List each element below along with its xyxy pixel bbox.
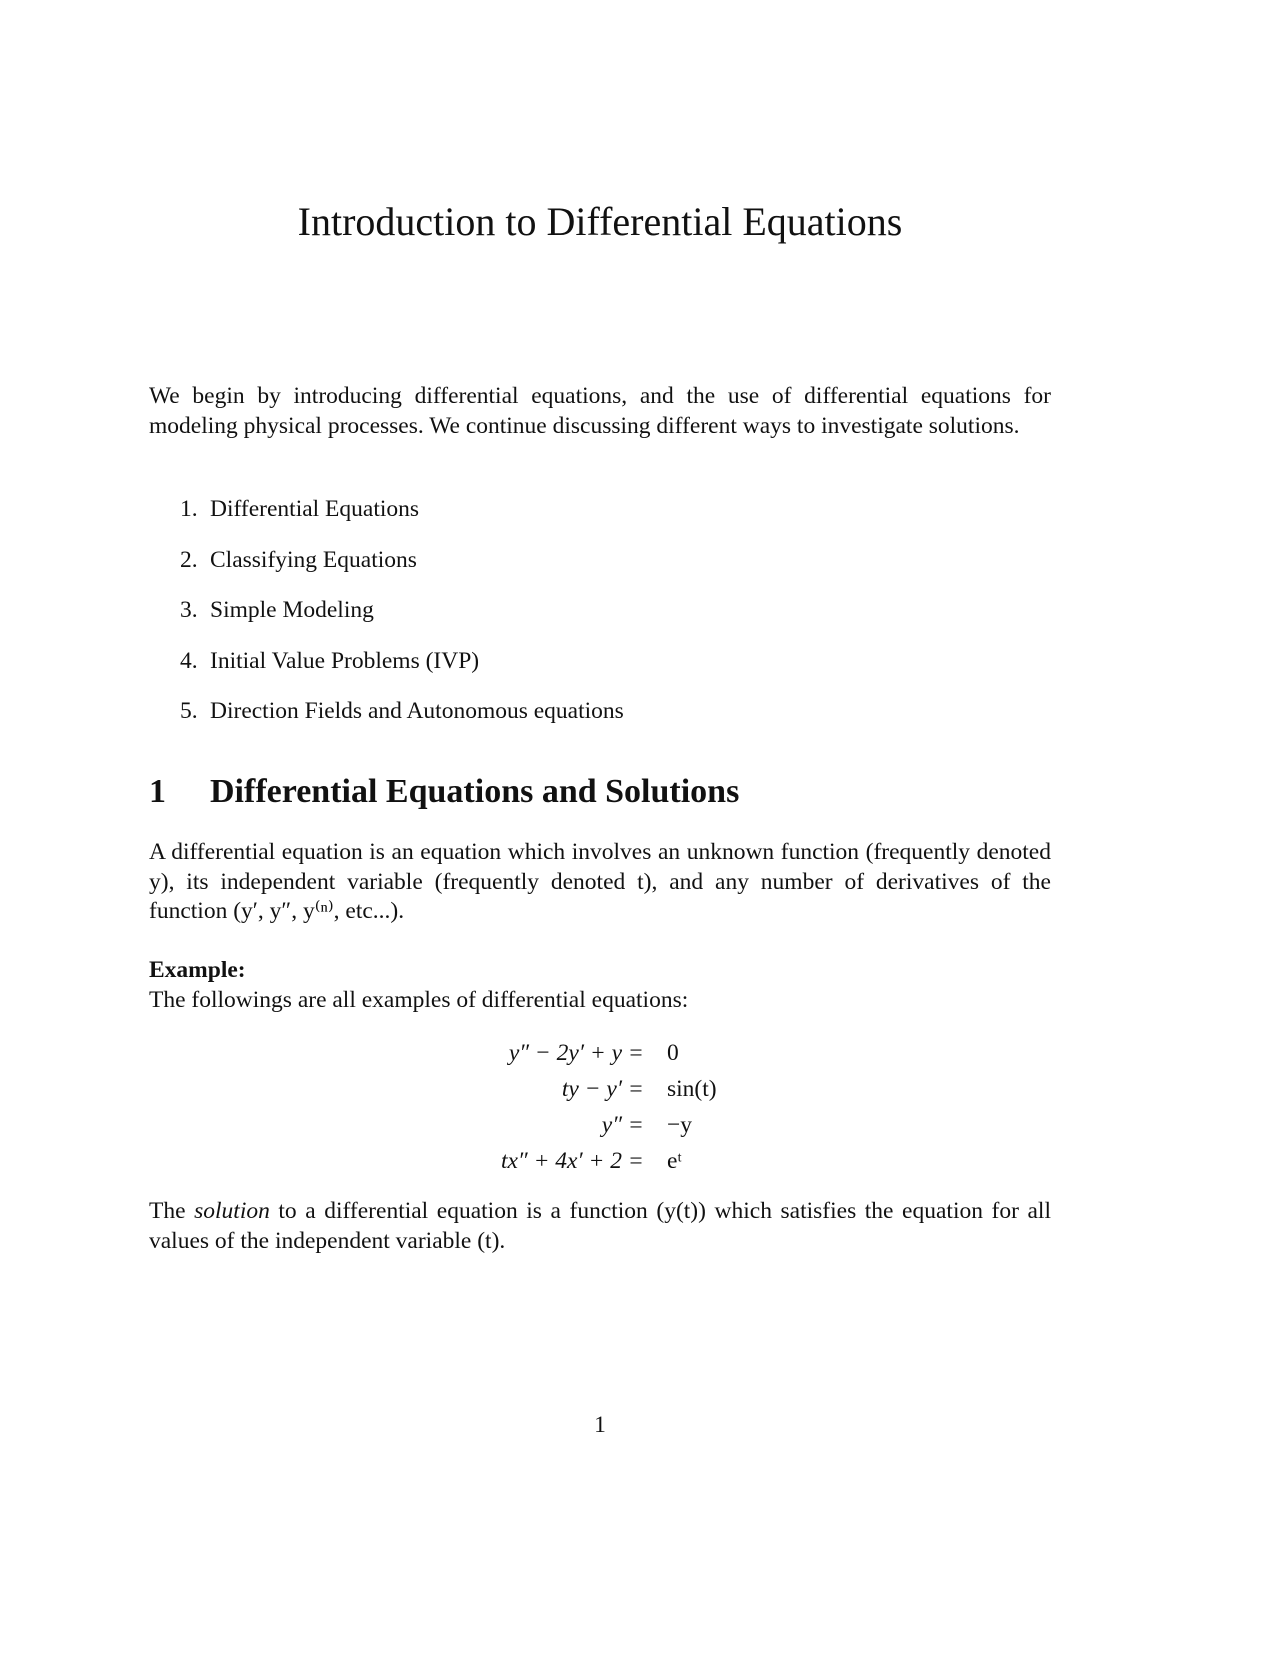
list-item-label: Classifying Equations [210,546,417,573]
section-heading [149,773,739,811]
example-label: Example: [149,957,246,983]
solution-emphasis: solution [194,1198,270,1224]
list-item-number: 1. [180,496,198,522]
list-item-label: Simple Modeling [210,597,374,623]
list-item-number: 2. [180,546,198,573]
equation-relation: = [629,1148,643,1174]
list-item [180,547,624,598]
equation-rhs: 0 [667,1040,679,1066]
list-item-number: 4. [180,647,198,674]
list-item-number: 3. [180,597,198,623]
list-item [180,496,624,547]
section-title: Differential Equations and Solutions [210,773,740,810]
solution-paragraph [149,1197,1051,1256]
list-item-label: Differential Equations [210,496,420,522]
list-item-label: Direction Fields and Autonomous equations [210,698,624,724]
equation-lhs: ty − y′ [561,1076,622,1102]
equation-rhs: sin(t) [667,1076,717,1102]
equation-relation: = [629,1040,643,1066]
topic-list [180,496,624,749]
list-item-label: Initial Value Problems (IVP) [210,647,480,674]
equation-lhs: y″ − 2y′ + y [508,1040,622,1066]
equation-row [400,1148,800,1182]
equation-rhs: eᵗ [667,1148,682,1174]
abstract-paragraph: We begin by introducing differential equations, and the use of differential equations for modeling physical processes. We continue discussing different ways to investigate solutions. [149,383,1051,439]
section-number: 1 [149,773,166,810]
solution-text-after: to a differential equation is a function (y(t)) which satisfies the equation for all values of the independent variable (t). [149,1198,1051,1254]
list-item [180,597,624,648]
example-intro: The followings are all examples of differential equations: [149,987,689,1013]
solution-text-before: The [149,1198,195,1224]
list-item-number: 5. [180,698,198,724]
list-item [180,648,624,699]
equation-row [400,1112,800,1146]
page-number: 1 [594,1412,606,1438]
equation-relation: = [629,1112,643,1138]
equation-lhs: y″ [601,1112,622,1138]
equation-lhs: tx″ + 4x′ + 2 [500,1148,622,1174]
document-title: Introduction to Differential Equations [297,199,903,244]
list-item [180,698,624,749]
equation-rhs: −y [667,1112,693,1138]
equation-relation: = [629,1076,643,1102]
equation-row [400,1040,800,1074]
definition-paragraph: A differential equation is an equation which involves an unknown function (frequently denoted y), its independent variable (frequently denoted t), and any number of derivatives of the function (y′, y″, y⁽ⁿ⁾, etc...). [149,839,1051,924]
equation-row [400,1076,800,1110]
